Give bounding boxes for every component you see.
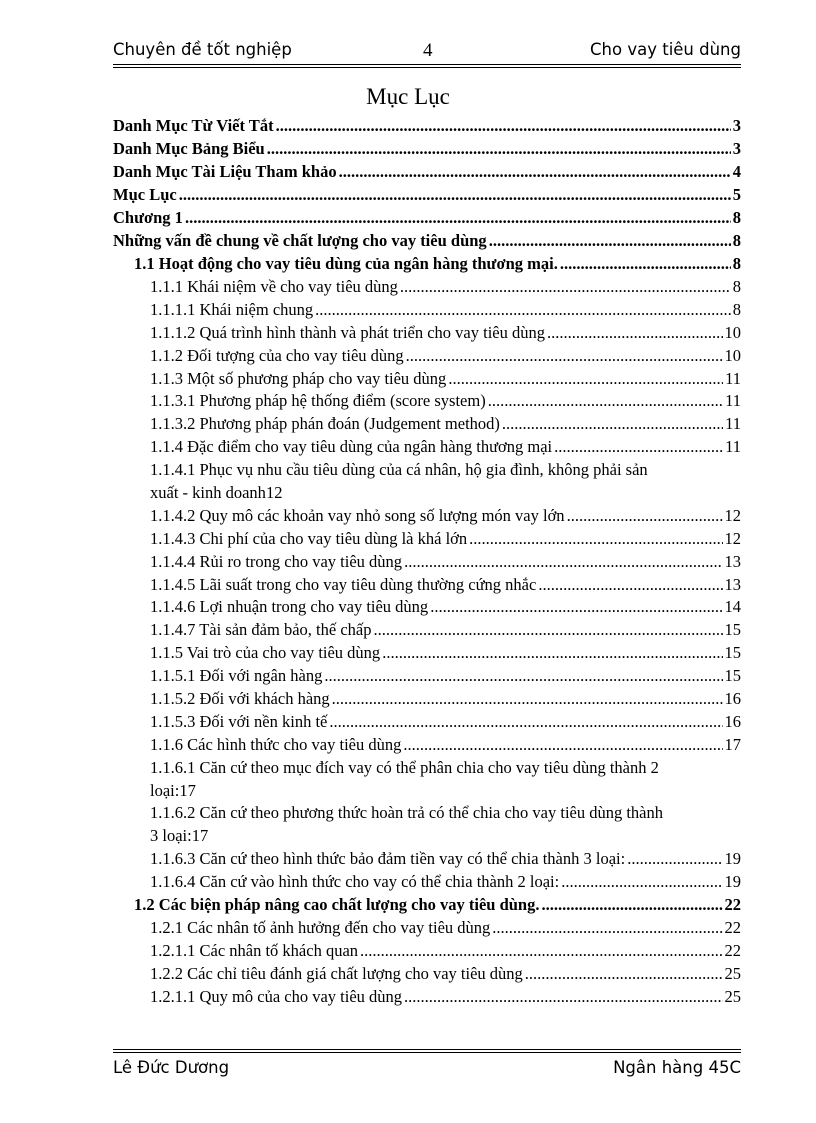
toc-entry-page: 15 xyxy=(724,643,741,663)
page-title: Mục Lục xyxy=(366,84,450,109)
toc-entry[interactable] xyxy=(113,414,741,437)
toc-entry-page: 3 xyxy=(732,139,741,158)
toc-entry-text: 1.1.4.4 Rủi ro trong cho vay tiêu dùng xyxy=(150,551,403,571)
toc-entry-text: 1.1.3.2 Phương pháp phán đoán (Judgement method) xyxy=(150,414,500,434)
toc-leader-dots xyxy=(382,643,722,663)
toc-entry[interactable] xyxy=(113,849,741,872)
toc-entry-text: 1.2 Các biện pháp nâng cao chất lượng cho vay tiêu dùng. xyxy=(134,895,540,915)
toc-leader-dots xyxy=(525,964,723,984)
toc-entry-page: 12 xyxy=(724,505,741,525)
toc-entry[interactable] xyxy=(113,369,741,392)
toc-leader-dots xyxy=(267,139,731,159)
toc-entry-text: 1.1.4.5 Lãi suất trong cho vay tiêu dùng thường cứng nhắc xyxy=(150,574,537,594)
toc-entry[interactable] xyxy=(113,254,741,277)
toc-leader-dots xyxy=(547,323,722,343)
toc-entry-text-continued: loại: xyxy=(150,780,180,800)
toc-entry-page: 16 xyxy=(724,689,741,709)
toc-entry-page: 12 xyxy=(265,483,283,503)
toc-entry-text: 1.2.1.1 Quy mô của cho vay tiêu dùng xyxy=(150,986,403,1006)
toc-entry-page: 19 xyxy=(724,849,741,869)
toc-entry-page: 10 xyxy=(724,345,741,365)
toc-entry-page: 8 xyxy=(732,254,741,273)
toc-entry-text: 1.1.4.6 Lợi nhuận trong cho vay tiêu dùng xyxy=(150,597,429,617)
toc-leader-dots xyxy=(329,712,722,732)
toc-entry[interactable] xyxy=(113,323,741,346)
toc-entry-page: 13 xyxy=(724,551,741,571)
toc-leader-dots xyxy=(492,918,722,938)
header-page-number: 4 xyxy=(423,40,433,61)
page-header xyxy=(113,40,741,64)
toc-entry[interactable] xyxy=(113,575,741,598)
toc-entry-text: 1.1.1.2 Quá trình hình thành và phát triển cho vay tiêu dùng xyxy=(150,322,546,342)
toc-entry[interactable] xyxy=(113,391,741,414)
toc-entry-text: Mục Lục xyxy=(113,185,177,204)
toc-entry-page: 17 xyxy=(191,826,209,846)
toc-entry-text: 1.1.4.7 Tài sản đảm bảo, thế chấp xyxy=(150,620,372,640)
toc-leader-dots xyxy=(627,849,722,869)
toc-entry-page: 8 xyxy=(732,231,741,250)
toc-entry-page: 15 xyxy=(724,666,741,686)
toc-entry-page: 11 xyxy=(725,437,741,457)
toc-entry-text: 1.1.3.1 Phương pháp hệ thống điểm (score system) xyxy=(150,391,486,411)
toc-entry[interactable] xyxy=(113,689,741,712)
toc-entry[interactable] xyxy=(113,139,741,162)
toc-entry-text: 1.2.2 Các chỉ tiêu đánh giá chất lượng cho vay tiêu dùng xyxy=(150,963,523,983)
toc-leader-dots xyxy=(488,391,723,411)
toc-leader-dots xyxy=(360,941,722,961)
toc-leader-dots xyxy=(502,414,723,434)
toc-entry-page: 14 xyxy=(724,597,741,617)
toc-entry-text-continued: xuất - kinh doanh xyxy=(150,483,266,503)
toc-entry-page: 4 xyxy=(732,162,741,181)
toc-entry-text: 1.1.1 Khái niệm về cho vay tiêu dùng xyxy=(150,277,398,296)
toc-entry-text: 1.1.6.3 Căn cứ theo hình thức bảo đảm tiền vay có thể chia thành 3 loại: xyxy=(150,849,626,869)
toc-entry-page: 8 xyxy=(732,277,741,296)
toc-leader-dots xyxy=(315,300,731,320)
toc-entry-text: 1.1.4.1 Phục vụ nhu cầu tiêu dùng của cá nhân, hộ gia đình, không phải sản xyxy=(150,460,648,480)
header-rule xyxy=(113,64,741,68)
toc-entry-page: 3 xyxy=(732,116,741,135)
toc-entry[interactable] xyxy=(113,964,741,987)
toc-leader-dots xyxy=(332,689,723,709)
toc-entry[interactable] xyxy=(113,643,741,666)
footer-rule xyxy=(113,1049,741,1053)
toc-entry-text: Danh Mục Từ Viết Tắt xyxy=(113,116,274,135)
toc-entry[interactable] xyxy=(113,208,741,231)
toc-entry-text: Danh Mục Bảng Biểu xyxy=(113,139,265,158)
toc-entry-text: 1.1 Hoạt động cho vay tiêu dùng của ngân hàng thương mại. xyxy=(134,254,558,273)
toc-entry[interactable] xyxy=(113,597,741,620)
toc-entry-page: 17 xyxy=(179,780,196,800)
toc-entry[interactable] xyxy=(113,552,741,575)
toc-entry[interactable] xyxy=(113,506,741,529)
toc-entry-page: 12 xyxy=(724,528,741,548)
toc-entry-text: 1.1.5.2 Đối với khách hàng xyxy=(150,689,330,709)
toc-leader-dots xyxy=(489,231,731,251)
toc-entry[interactable] xyxy=(113,895,741,918)
toc-leader-dots xyxy=(541,895,722,915)
toc-entry[interactable] xyxy=(113,918,741,941)
toc-entry-page: 11 xyxy=(725,368,741,388)
toc-leader-dots xyxy=(185,208,731,228)
toc-leader-dots xyxy=(469,529,722,549)
page-footer xyxy=(113,1058,741,1082)
header-right-text: Cho vay tiêu dùng xyxy=(590,40,741,59)
toc-entry[interactable] xyxy=(113,277,741,300)
toc-entry[interactable] xyxy=(113,758,741,804)
toc-entry-text: 1.1.4.3 Chi phí của cho vay tiêu dùng là khá lớn xyxy=(150,528,468,548)
toc-leader-dots xyxy=(324,666,722,686)
toc-entry[interactable] xyxy=(113,162,741,185)
toc-leader-dots xyxy=(560,254,731,274)
toc-entry[interactable] xyxy=(113,872,741,895)
toc-entry-page: 8 xyxy=(732,208,741,227)
toc-entry[interactable] xyxy=(113,941,741,964)
toc-leader-dots xyxy=(554,437,723,457)
toc-leader-dots xyxy=(400,277,731,297)
toc-leader-dots xyxy=(404,987,722,1007)
toc-entry-page: 22 xyxy=(724,918,741,938)
toc-leader-dots xyxy=(448,369,723,389)
toc-leader-dots xyxy=(561,872,722,892)
toc-leader-dots xyxy=(404,552,722,572)
toc-entry-text: Danh Mục Tài Liệu Tham khảo xyxy=(113,162,337,181)
toc-entry-text: 1.1.2 Đối tượng của cho vay tiêu dùng xyxy=(150,345,404,365)
toc-entry-page: 16 xyxy=(724,711,741,731)
toc-entry-page: 8 xyxy=(732,299,741,319)
toc-entry-text: 1.1.6.2 Căn cứ theo phương thức hoàn trả có thể chia cho vay tiêu dùng thành xyxy=(150,803,664,823)
toc-entry[interactable] xyxy=(113,460,741,506)
toc-entry-text: 1.1.6 Các hình thức cho vay tiêu dùng xyxy=(150,734,402,754)
toc-entry[interactable] xyxy=(113,231,741,254)
toc-entry[interactable] xyxy=(113,300,741,323)
toc-entry-page: 10 xyxy=(724,322,741,342)
toc-leader-dots xyxy=(430,597,722,617)
table-of-contents xyxy=(113,116,741,1010)
toc-entry-text: 1.1.3 Một số phương pháp cho vay tiêu dùng xyxy=(150,368,447,388)
toc-leader-dots xyxy=(538,575,722,595)
toc-entry[interactable] xyxy=(113,712,741,735)
toc-entry-text: Chương 1 xyxy=(113,208,183,227)
toc-entry-page: 19 xyxy=(724,872,741,892)
toc-entry-page: 5 xyxy=(732,185,741,204)
toc-leader-dots xyxy=(276,116,731,136)
toc-entry-page: 13 xyxy=(724,574,741,594)
toc-entry-text: 1.1.4 Đặc điểm cho vay tiêu dùng của ngân hàng thương mại xyxy=(150,437,553,457)
toc-leader-dots xyxy=(403,735,722,755)
toc-entry[interactable] xyxy=(113,666,741,689)
toc-entry-page: 25 xyxy=(724,986,741,1006)
toc-entry-text: 1.1.1.1 Khái niệm chung xyxy=(150,299,314,319)
toc-entry[interactable] xyxy=(113,116,741,139)
toc-entry[interactable] xyxy=(113,437,741,460)
toc-entry[interactable] xyxy=(113,735,741,758)
toc-entry-page: 17 xyxy=(724,734,741,754)
toc-entry-page: 22 xyxy=(724,895,741,915)
toc-leader-dots xyxy=(339,162,731,182)
toc-entry-text: 1.2.1 Các nhân tố ảnh hưởng đến cho vay tiêu dùng xyxy=(150,918,491,938)
footer-class: Ngân hàng 45C xyxy=(613,1058,741,1077)
toc-leader-dots xyxy=(373,620,722,640)
toc-entry-text: 1.1.5 Vai trò của cho vay tiêu dùng xyxy=(150,643,381,663)
toc-leader-dots xyxy=(567,506,723,526)
toc-entry-page: 11 xyxy=(725,391,741,411)
toc-entry-text-continued: 3 loại: xyxy=(150,826,192,846)
toc-entry-text: 1.1.5.1 Đối với ngân hàng xyxy=(150,666,323,686)
toc-leader-dots xyxy=(179,185,731,205)
toc-entry-text: 1.2.1.1 Các nhân tố khách quan xyxy=(150,940,359,960)
toc-entry-text: 1.1.6.4 Căn cứ vào hình thức cho vay có thể chia thành 2 loại: xyxy=(150,872,560,892)
footer-author: Lê Đức Dương xyxy=(113,1058,230,1077)
toc-entry[interactable] xyxy=(113,803,741,849)
toc-leader-dots xyxy=(406,346,723,366)
toc-entry-text: Những vấn đề chung về chất lượng cho vay tiêu dùng xyxy=(113,231,487,250)
toc-entry-page: 22 xyxy=(724,940,741,960)
toc-entry-text: 1.1.6.1 Căn cứ theo mục đích vay có thể phân chia cho vay tiêu dùng thành 2 xyxy=(150,757,659,777)
toc-entry-page: 11 xyxy=(725,414,741,434)
toc-entry[interactable] xyxy=(113,620,741,643)
toc-entry-text: 1.1.5.3 Đối với nền kinh tế xyxy=(150,711,328,731)
toc-entry-page: 25 xyxy=(724,963,741,983)
toc-entry[interactable] xyxy=(113,346,741,369)
toc-entry-page: 15 xyxy=(724,620,741,640)
header-left-text: Chuyên đề tốt nghiệp xyxy=(113,40,292,59)
toc-entry[interactable] xyxy=(113,529,741,552)
toc-entry-text: 1.1.4.2 Quy mô các khoản vay nhỏ song số lượng món vay lớn xyxy=(150,505,565,525)
toc-entry[interactable] xyxy=(113,185,741,208)
toc-entry[interactable] xyxy=(113,987,741,1010)
